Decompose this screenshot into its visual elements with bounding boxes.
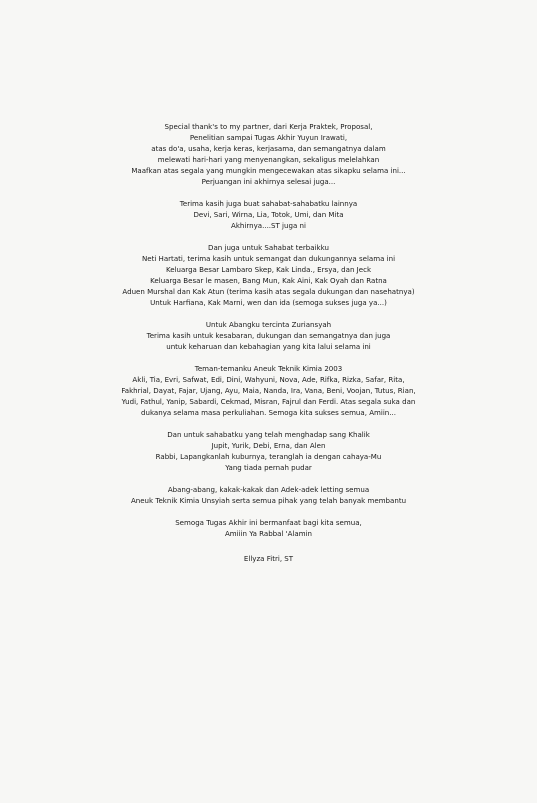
text-line: Neti Hartati, terima kasih untuk semangat dan dukungannya selama ini: [141, 254, 396, 263]
text-line: Akhirnya....ST juga ni: [231, 221, 306, 230]
paragraph-seniors-juniors: [0, 484, 537, 506]
paragraph-best-friend-family: [0, 242, 537, 308]
text-line: Rabbi, Lapangkanlah kuburnya, teranglah ia dengan cahaya-Mu: [155, 452, 382, 461]
text-line: Aduen Murshal dan Kak Atun (terima kasih atas segala dukungan dan nasehatnya): [122, 287, 415, 296]
text-line: Untuk Harfiana, Kak Marni, wen dan ida (semoga sukses juga ya...): [150, 298, 387, 307]
text-line: melewati hari-hari yang menyenangkan, sekaligus melelahkan: [157, 155, 380, 164]
text-line: Dan untuk sahabatku yang telah menghadap sang Khalik: [167, 430, 370, 439]
text-line: Special thank's to my partner, dari Kerja Praktek, Proposal,: [164, 122, 373, 131]
text-line: Akli, Tia, Evri, Safwat, Edi, Dini, Wahyuni, Nova, Ade, Rifka, Rizka, Safar, Rita,: [132, 375, 405, 384]
text-line: dukanya selama masa perkuliahan. Semoga kita sukses semua, Amiin...: [141, 408, 396, 417]
paragraph-partner-thanks: [0, 121, 537, 187]
paragraph-memorial: [0, 429, 537, 473]
paragraph-friends: [0, 198, 537, 231]
signature-block: [0, 553, 537, 564]
paragraph-classmates: [0, 363, 537, 418]
text-line: Aneuk Teknik Kimia Unsyiah serta semua pihak yang telah banyak membantu: [130, 496, 407, 505]
text-line: Dan juga untuk Sahabat terbaikku: [208, 243, 329, 252]
text-line: untuk keharuan dan kebahagian yang kita lalui selama ini: [166, 342, 371, 351]
text-line: Untuk Abangku tercinta Zuriansyah: [205, 320, 332, 329]
text-line: Terima kasih untuk kesabaran, dukungan dan semangatnya dan juga: [146, 331, 391, 340]
text-line: atas do'a, usaha, kerja keras, kerjasama, dan semangatnya dalam: [151, 144, 386, 153]
author-signature: Ellyza Fitri, ST: [243, 554, 294, 563]
text-line: Penelitian sampai Tugas Akhir Yuyun Irawati,: [189, 133, 348, 142]
text-line: Abang-abang, kakak-kakak dan Adek-adek letting semua: [167, 485, 370, 494]
text-line: Yang tiada pernah pudar: [225, 463, 312, 472]
text-line: Jupit, Yurik, Debi, Erna, dan Alen: [211, 441, 326, 450]
text-line: Semoga Tugas Akhir ini bermanfaat bagi kita semua,: [175, 518, 362, 527]
text-line: Keluarga Besar le masen, Bang Mun, Kak Aini, Kak Oyah dan Ratna: [150, 276, 387, 285]
text-line: Fakhrial, Dayat, Fajar, Ujang, Ayu, Maia, Nanda, Ira, Vana, Beni, Voojan, Tutus, Rian,: [121, 386, 416, 395]
text-line: Terima kasih juga buat sahabat-sahabatku lainnya: [179, 199, 358, 208]
text-line: Keluarga Besar Lambaro Skep, Kak Linda., Ersya, dan Jeck: [165, 265, 372, 274]
text-line: Devi, Sari, Wirna, Lia, Totok, Umi, dan Mita: [193, 210, 344, 219]
text-line: Maafkan atas segala yang mungkin mengecewakan atas sikapku selama ini...: [131, 166, 406, 175]
text-line: Teman-temanku Aneuk Teknik Kimia 2003: [194, 364, 343, 373]
paragraph-brother: [0, 319, 537, 352]
text-line: Perjuangan ini akhirnya selesai juga...: [201, 177, 336, 186]
text-line: Amiiin Ya Rabbal 'Alamin: [224, 529, 312, 538]
acknowledgement-text: [0, 121, 537, 564]
paragraph-closing-prayer: [0, 517, 537, 539]
text-line: Yudi, Fathul, Yanip, Sabardi, Cekmad, Misran, Fajrul dan Ferdi. Atas segala suka dan: [121, 397, 416, 406]
